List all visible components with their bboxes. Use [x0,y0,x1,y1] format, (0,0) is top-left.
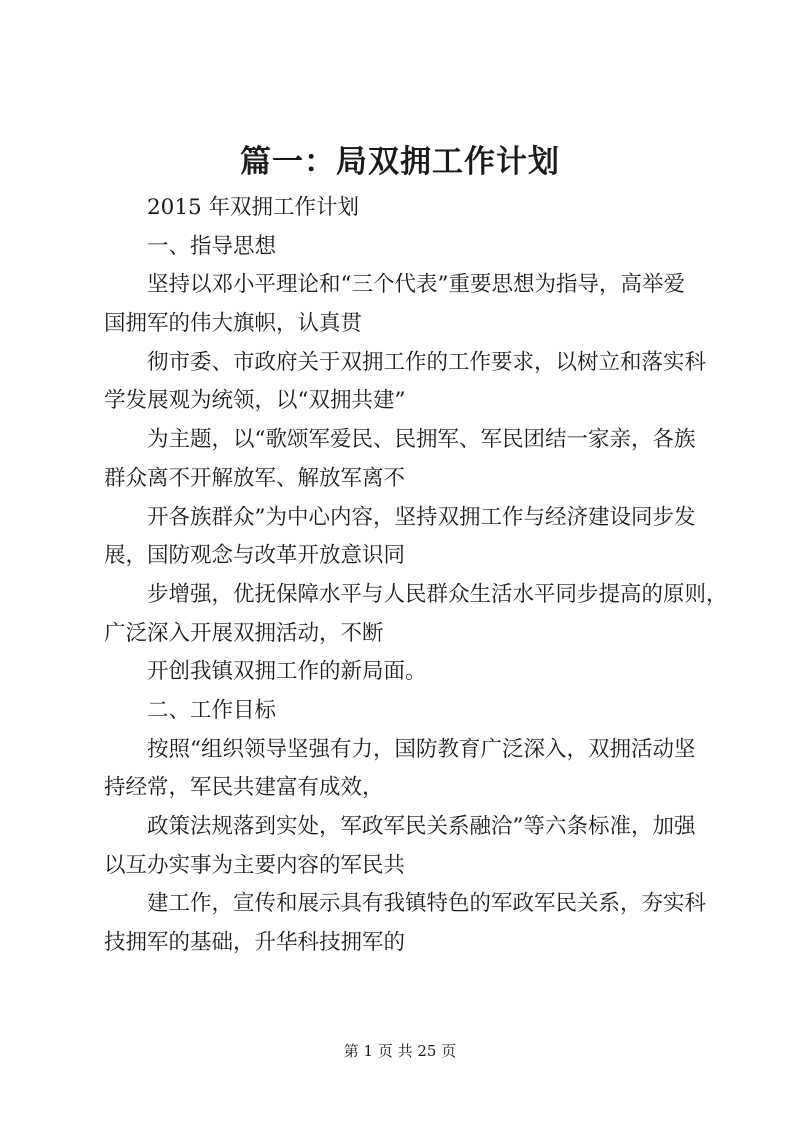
body-line: 步增强，优抚保障水平与人民群众生活水平同步提高的原则， [147,581,728,607]
body-line: 以互办实事为主要内容的军民共 [104,852,406,878]
body-line: 政策法规落到实处，军政军民关系融洽”等六条标准，加强 [147,814,696,839]
body-line: 学发展观为统领，以“双拥共建” [104,388,406,414]
page-footer: 第 1 页 共 25 页 [343,1042,457,1060]
body-line: 2015 年双拥工作计划 [147,195,360,220]
body-line: 一、指导思想 [147,233,277,259]
body-line: 国拥军的伟大旗帜，认真贯 [104,311,363,337]
body-line: 持经常，军民共建富有成效， [104,775,384,801]
document-title: 篇一：局双拥工作计划 [240,144,560,180]
document-body [104,189,728,963]
body-line: 二、工作目标 [147,697,277,723]
body-line: 广泛深入开展双拥活动，不断 [104,620,384,646]
body-line: 技拥军的基础，升华科技拥军的 [104,930,406,956]
body-line: 展，国防观念与改革开放意识同 [104,543,406,569]
body-line: 开创我镇双拥工作的新局面。 [147,659,427,685]
body-line: 开各族群众”为中心内容，坚持双拥工作与经济建设同步发 [147,504,696,530]
body-line: 按照“组织领导坚强有力，国防教育广泛深入，双拥活动坚 [147,736,696,762]
body-line: 彻市委、市政府关于双拥工作的工作要求，以树立和落实科 [147,349,707,375]
body-line: 群众离不开解放军、解放军离不 [104,465,406,491]
body-line: 为主题，以“歌颂军爱民、民拥军、军民团结一家亲，各族 [147,427,696,453]
body-line: 坚持以邓小平理论和“三个代表”重要思想为指导，高举爱 [147,272,685,298]
body-line: 建工作，宣传和展示具有我镇特色的军政军民关系，夯实科 [147,891,707,917]
